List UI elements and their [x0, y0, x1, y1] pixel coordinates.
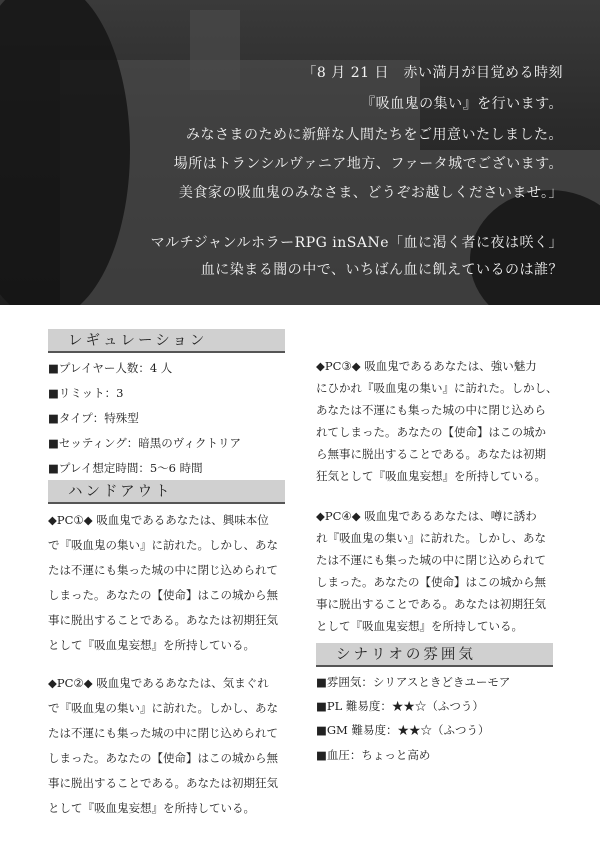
- atmosphere-heading: シナリオの雰囲気: [316, 643, 553, 667]
- text-line: れてしまった。あなたの【使命】はこの城か: [316, 425, 546, 439]
- handout-pc1: [48, 508, 278, 658]
- text-line: 事に脱出することである。あなたは初期狂気: [48, 613, 278, 627]
- text-line: 事に脱出することである。あなたは初期狂気: [48, 776, 278, 790]
- atmosphere-item: ■GM 難易度：★★☆（ふつう）: [316, 723, 490, 737]
- regulation-heading: レギュレーション: [48, 329, 285, 353]
- hero-line: 美食家の吸血鬼のみなさま、どうぞお越しくださいませ。」: [178, 185, 563, 201]
- text-line: れ『吸血鬼の集い』に訪れた。しかし、あな: [316, 531, 546, 545]
- handout-pc3: [316, 355, 558, 487]
- text-line: ◆PC①◆ 吸血鬼であるあなたは、興味本位: [48, 513, 269, 527]
- regulation-item: ■セッティング：暗黒のヴィクトリア: [48, 436, 242, 450]
- regulation-item: ■プレイヤー人数：4 人: [48, 361, 173, 375]
- text-line: として『吸血鬼妄想』を所持している。: [48, 801, 255, 815]
- handout-heading: ハンドアウト: [48, 480, 285, 504]
- text-line: ◆PC④◆ 吸血鬼であるあなたは、噂に誘わ: [316, 509, 537, 523]
- hero-line: みなさまのために新鮮な人間たちをご用意いたしました。: [186, 127, 563, 143]
- text-line: あなたは不運にも集った城の中に閉じ込めら: [316, 403, 546, 417]
- text-line: しまった。あなたの【使命】はこの城から無: [48, 751, 278, 765]
- text-line: しまった。あなたの【使命】はこの城から無: [316, 575, 546, 589]
- hero-banner: [0, 0, 600, 305]
- text-line: ら無事に脱出することである。あなたは初期: [316, 447, 546, 461]
- hero-line: 場所はトランシルヴァニア地方、ファータ城でございます。: [173, 156, 563, 172]
- hero-tagline: 血に染まる闇の中で、いちばん血に飢えているのは誰？: [200, 262, 563, 278]
- text-line: たは不運にも集った城の中に閉じ込められて: [48, 726, 278, 740]
- regulation-item: ■タイプ：特殊型: [48, 411, 139, 425]
- regulation-item: ■リミット：3: [48, 386, 124, 400]
- atmosphere-item: ■PL 難易度：★★☆（ふつう）: [316, 699, 484, 713]
- text-line: 狂気として『吸血鬼妄想』を所持している。: [316, 469, 546, 483]
- hero-line: 「8 月 21 日 赤い満月が目覚める時刻: [302, 65, 563, 81]
- text-line: にひかれ『吸血鬼の集い』に訪れた。しかし、: [316, 381, 558, 395]
- handout-pc2: [48, 671, 278, 821]
- hero-subtitle: マルチジャンルホラーRPG inSANe「血に渇く者に夜は咲く」: [150, 235, 563, 251]
- text-line: 事に脱出することである。あなたは初期狂気: [316, 597, 546, 611]
- text-line: で『吸血鬼の集い』に訪れた。しかし、あな: [48, 701, 278, 715]
- text-line: ◆PC②◆ 吸血鬼であるあなたは、気まぐれ: [48, 676, 269, 690]
- text-line: として『吸血鬼妄想』を所持している。: [316, 619, 523, 633]
- hero-line: 『吸血鬼の集い』を行います。: [361, 96, 563, 112]
- castle-tower: [190, 10, 240, 90]
- text-line: ◆PC③◆ 吸血鬼であるあなたは、強い魅力: [316, 359, 537, 373]
- atmosphere-item: ■雰囲気：シリアスときどきユーモア: [316, 675, 511, 689]
- regulation-item: ■プレイ想定時間：5〜6 時間: [48, 461, 203, 475]
- handout-pc4: [316, 505, 546, 637]
- text-line: しまった。あなたの【使命】はこの城から無: [48, 588, 278, 602]
- atmosphere-item: ■血圧：ちょっと高め: [316, 748, 431, 762]
- text-line: たは不運にも集った城の中に閉じ込められて: [316, 553, 546, 567]
- text-line: として『吸血鬼妄想』を所持している。: [48, 638, 255, 652]
- text-line: たは不運にも集った城の中に閉じ込められて: [48, 563, 278, 577]
- text-line: で『吸血鬼の集い』に訪れた。しかし、あな: [48, 538, 278, 552]
